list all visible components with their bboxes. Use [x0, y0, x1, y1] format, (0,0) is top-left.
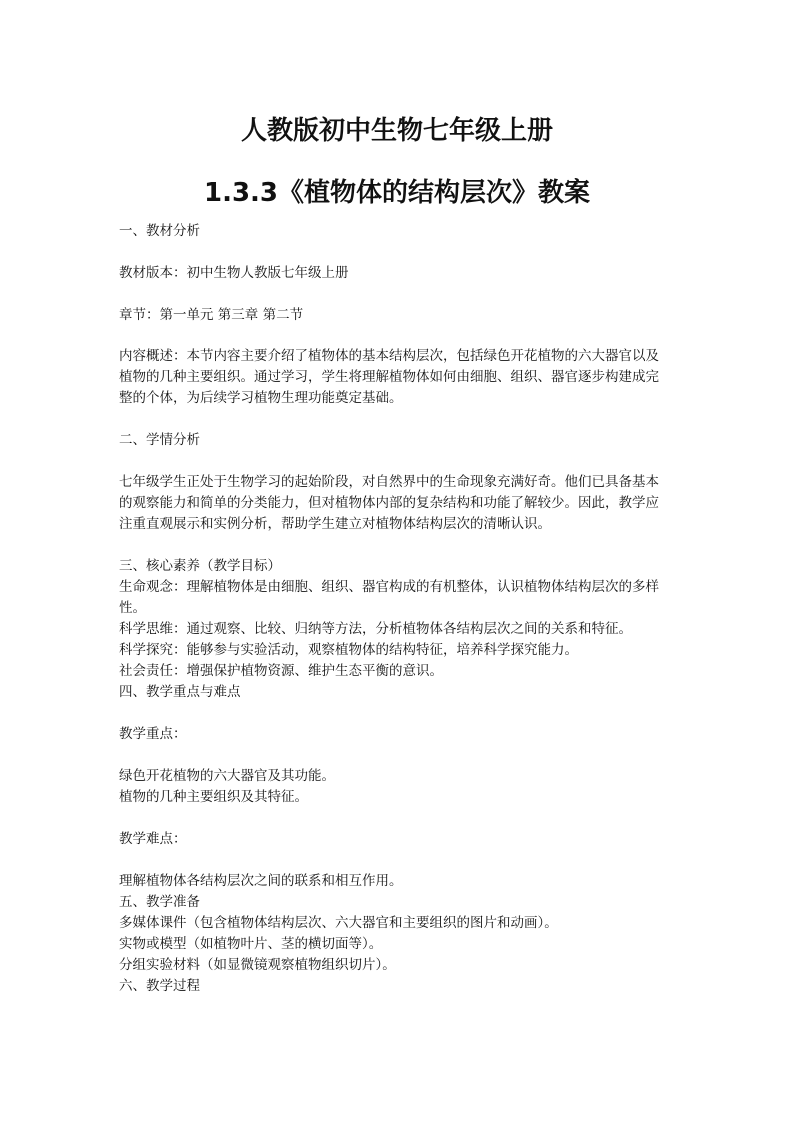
chapter-info: 章节：第一单元 第三章 第二节 — [119, 307, 304, 323]
document-title: 人教版初中生物七年级上册 — [240, 116, 553, 146]
student-analysis-line: 的观察能力和简单的分类能力，但对植物体内部的复杂结构和功能了解较少。因此，教学应 — [119, 495, 659, 511]
key-point-item: 植物的几种主要组织及其特征。 — [119, 789, 308, 805]
student-analysis-line: 注重直观展示和实例分析，帮助学生建立对植物体结构层次的清晰认识。 — [119, 516, 551, 532]
objective-line: 科学思维：通过观察、比较、归纳等方法，分析植物体各结构层次之间的关系和特征。 — [119, 621, 632, 637]
objective-line: 社会责任：增强保护植物资源、维护生态平衡的意识。 — [119, 663, 443, 679]
section-heading-preparation: 五、教学准备 — [119, 894, 200, 910]
key-point-item: 绿色开花植物的六大器官及其功能。 — [119, 768, 335, 784]
preparation-item: 多媒体课件（包含植物体结构层次、六大器官和主要组织的图片和动画）。 — [119, 915, 558, 931]
section-heading-key-points: 四、教学重点与难点 — [119, 684, 241, 700]
student-analysis-line: 七年级学生正处于生物学习的起始阶段，对自然界中的生命现象充满好奇。他们已具备基本 — [119, 474, 659, 490]
section-heading-teaching-process: 六、教学过程 — [119, 978, 200, 994]
textbook-version: 教材版本：初中生物人教版七年级上册 — [119, 265, 349, 281]
section-heading-student-analysis: 二、学情分析 — [119, 432, 200, 448]
content-summary-line: 内容概述：本节内容主要介绍了植物体的基本结构层次，包括绿色开花植物的六大器官以及 — [119, 348, 659, 364]
objective-line: 性。 — [119, 600, 146, 616]
objective-line: 生命观念：理解植物体是由细胞、组织、器官构成的有机整体，认识植物体结构层次的多样 — [119, 579, 659, 595]
section-heading-core-literacy: 三、核心素养（教学目标） — [119, 558, 281, 574]
section-heading-textbook-analysis: 一、教材分析 — [119, 223, 200, 239]
preparation-item: 实物或模型（如植物叶片、茎的横切面等）。 — [119, 936, 383, 952]
key-points-label: 教学重点： — [119, 726, 187, 742]
content-summary-line: 植物的几种主要组织。通过学习，学生将理解植物体如何由细胞、组织、器官逐步构建成完 — [119, 369, 659, 385]
difficult-point-item: 理解植物体各结构层次之间的联系和相互作用。 — [119, 873, 403, 889]
document-subtitle: 1.3.3《植物体的结构层次》教案 — [203, 178, 591, 208]
content-summary-line: 整的个体，为后续学习植物生理功能奠定基础。 — [119, 390, 403, 406]
difficult-points-label: 教学难点： — [119, 831, 187, 847]
preparation-item: 分组实验材料（如显微镜观察植物组织切片）。 — [119, 957, 396, 973]
objective-line: 科学探究：能够参与实验活动，观察植物体的结构特征，培养科学探究能力。 — [119, 642, 578, 658]
